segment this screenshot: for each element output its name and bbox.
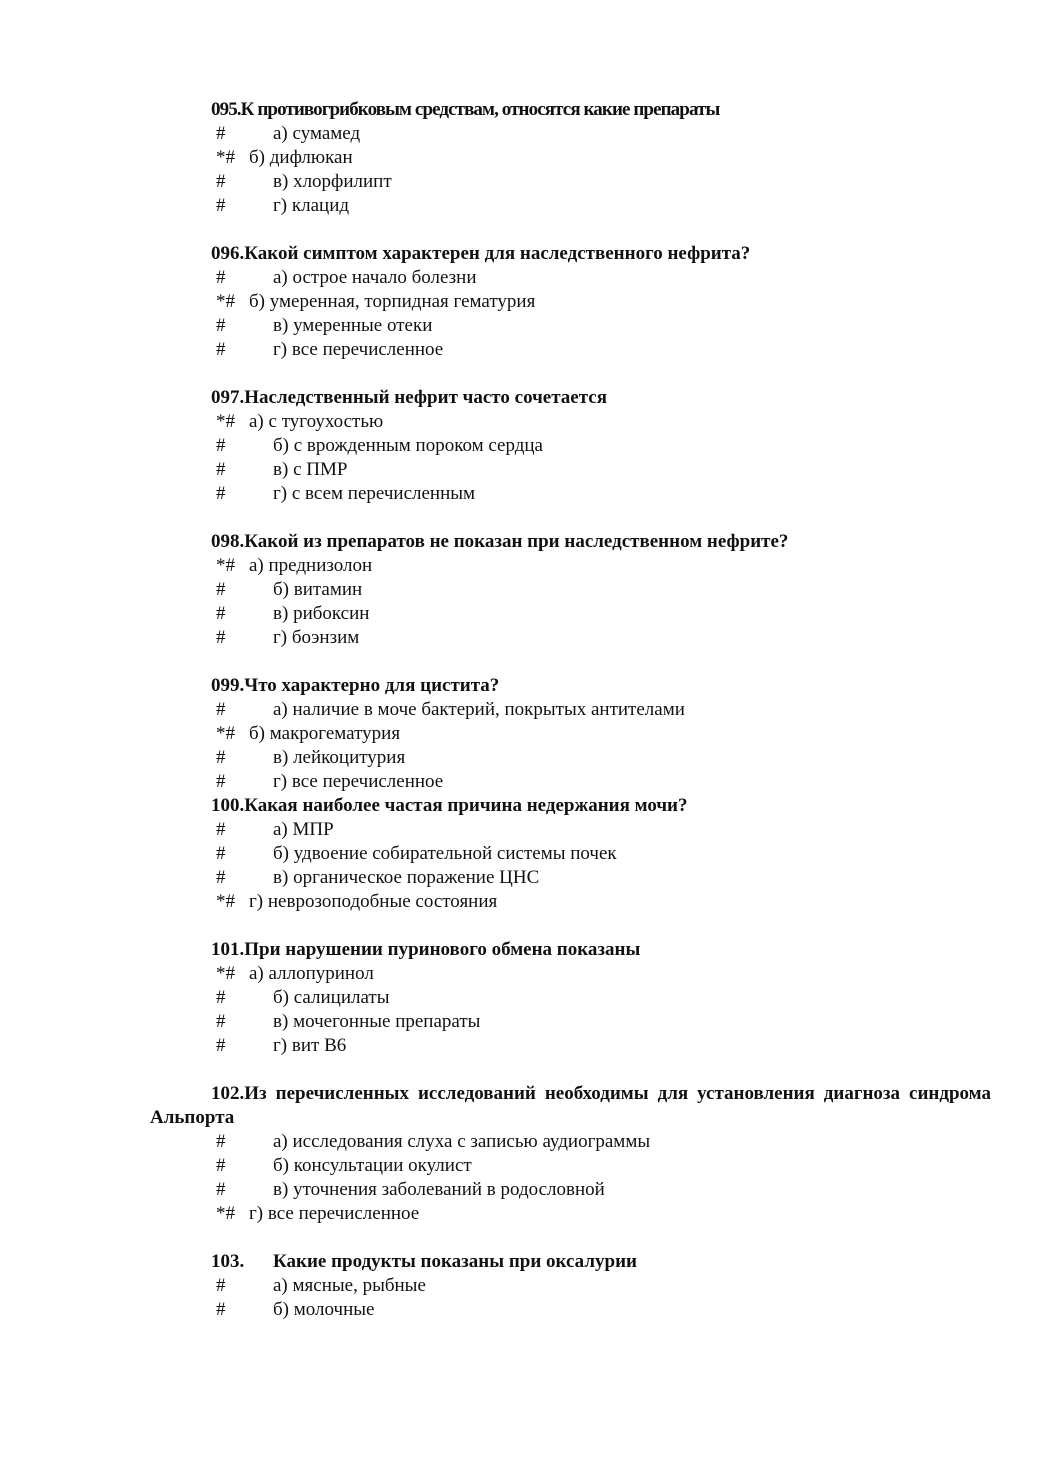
question-text: Какой симптом характерен для наследственного нефрита? — [244, 243, 751, 264]
answer-marker: # — [216, 435, 226, 456]
answer-list — [0, 266, 1039, 362]
answer-text: хлорфилипт — [293, 171, 392, 192]
answer-option — [0, 1178, 1039, 1202]
answer-option-correct — [0, 1202, 1039, 1226]
answer-marker: # — [216, 699, 226, 720]
answer-letter: а) — [273, 267, 288, 288]
answer-label — [273, 698, 685, 722]
question-103 — [0, 1250, 1039, 1322]
question-text: Наследственный нефрит часто сочетается — [244, 387, 608, 408]
answer-label — [273, 986, 390, 1010]
answer-letter: б) — [273, 843, 289, 864]
question-102 — [0, 1082, 1039, 1226]
answer-option — [0, 746, 1039, 770]
answer-option — [0, 1154, 1039, 1178]
answer-letter: г) — [273, 1035, 288, 1056]
question-098 — [0, 530, 1039, 650]
answer-label — [273, 1010, 480, 1034]
answer-list — [0, 1130, 1039, 1226]
answer-option — [0, 578, 1039, 602]
answer-text: удвоение собирательной системы почек — [293, 843, 617, 864]
question-title — [0, 938, 1039, 962]
answer-option — [0, 1274, 1039, 1298]
answer-letter: б) — [249, 723, 265, 744]
answer-letter: в) — [273, 1179, 289, 1200]
spacer — [0, 1226, 1039, 1250]
answer-letter: а) — [273, 123, 288, 144]
answer-marker: # — [216, 579, 226, 600]
answer-option — [0, 1298, 1039, 1322]
answer-text: консультации окулист — [293, 1155, 472, 1176]
answer-marker: # — [216, 819, 226, 840]
answer-text: боэнзим — [291, 627, 360, 648]
answer-marker: *# — [216, 411, 235, 432]
answer-option-correct — [0, 722, 1039, 746]
answer-letter: а) — [273, 1275, 288, 1296]
answer-label — [273, 338, 443, 362]
answer-option-correct — [0, 962, 1039, 986]
question-number: 101. — [211, 939, 245, 960]
answer-text: лейкоцитурия — [293, 747, 406, 768]
answer-label — [273, 1298, 374, 1322]
answer-text: молочные — [293, 1299, 375, 1320]
answer-option — [0, 818, 1039, 842]
question-title — [0, 242, 1039, 266]
answer-label — [273, 1274, 426, 1298]
spacer — [0, 650, 1039, 674]
answer-text: все перечисленное — [291, 339, 444, 360]
answer-text: с всем перечисленным — [291, 483, 476, 504]
answer-label — [273, 1178, 605, 1202]
answer-marker: *# — [216, 723, 235, 744]
answer-text: макрогематурия — [269, 723, 401, 744]
answer-list — [0, 554, 1039, 650]
answer-option — [0, 866, 1039, 890]
question-number: 100. — [211, 795, 245, 816]
answer-list — [0, 962, 1039, 1058]
spacer — [0, 914, 1039, 938]
answer-label — [273, 602, 369, 626]
answer-letter: г) — [249, 891, 264, 912]
answer-text: преднизолон — [268, 555, 373, 576]
answer-option-correct — [0, 410, 1039, 434]
answer-letter: б) — [249, 291, 265, 312]
answer-label — [249, 290, 535, 314]
answer-text: все перечисленное — [291, 771, 444, 792]
spacer — [0, 506, 1039, 530]
answer-marker: *# — [216, 963, 235, 984]
question-095 — [0, 98, 1039, 218]
answer-text: МПР — [292, 819, 334, 840]
answer-marker: # — [216, 1299, 226, 1320]
answer-marker: # — [216, 1155, 226, 1176]
answer-marker: *# — [216, 1203, 235, 1224]
answer-text: с врожденным пороком сердца — [293, 435, 543, 456]
answer-letter: в) — [273, 459, 289, 480]
question-text: При нарушении пуринового обмена показаны — [244, 939, 641, 960]
answer-option — [0, 194, 1039, 218]
question-number: 098. — [211, 531, 245, 552]
answer-letter: а) — [249, 555, 264, 576]
answer-letter: а) — [249, 411, 264, 432]
answer-list — [0, 122, 1039, 218]
answer-marker: *# — [216, 891, 235, 912]
spacer — [0, 1058, 1039, 1082]
answer-marker: # — [216, 1035, 226, 1056]
answer-label — [273, 314, 432, 338]
answer-letter: а) — [273, 699, 288, 720]
question-text: Из перечисленных исследований необходимы для установления диагноза синдрома Альпорта — [150, 1083, 991, 1128]
answer-option — [0, 266, 1039, 290]
answer-marker: # — [216, 123, 226, 144]
answer-option-correct — [0, 890, 1039, 914]
question-title — [0, 98, 1039, 122]
answer-text: умеренные отеки — [293, 315, 433, 336]
answer-letter: г) — [273, 339, 288, 360]
answer-label — [273, 1034, 346, 1058]
question-text: К противогрибковым средствам, относятся какие препараты — [240, 99, 720, 120]
answer-text: все перечисленное — [267, 1203, 420, 1224]
answer-option — [0, 698, 1039, 722]
answer-text: умеренная, торпидная гематурия — [269, 291, 536, 312]
answer-marker: # — [216, 1275, 226, 1296]
answer-option — [0, 986, 1039, 1010]
answer-label — [273, 266, 477, 290]
answer-list — [0, 1274, 1039, 1322]
answer-label — [249, 146, 353, 170]
answer-text: рибоксин — [293, 603, 370, 624]
answer-marker: # — [216, 867, 226, 888]
answer-text: уточнения заболеваний в родословной — [293, 1179, 605, 1200]
spacer — [0, 362, 1039, 386]
question-number: 095. — [211, 99, 241, 120]
answer-list — [0, 818, 1039, 914]
answer-letter: г) — [249, 1203, 264, 1224]
answer-list — [0, 410, 1039, 506]
answer-letter: б) — [273, 579, 289, 600]
answer-letter: в) — [273, 171, 289, 192]
question-097 — [0, 386, 1039, 506]
question-title — [0, 1082, 1039, 1130]
answer-option-correct — [0, 146, 1039, 170]
answer-label — [273, 842, 617, 866]
answer-text: органическое поражение ЦНС — [293, 867, 540, 888]
answer-letter: г) — [273, 627, 288, 648]
answer-text: дифлюкан — [269, 147, 353, 168]
question-100 — [0, 794, 1039, 914]
answer-marker: # — [216, 987, 226, 1008]
answer-marker: # — [216, 603, 226, 624]
answer-marker: # — [216, 1011, 226, 1032]
answer-text: с ПМР — [293, 459, 348, 480]
question-title — [0, 794, 1039, 818]
answer-option-correct — [0, 290, 1039, 314]
question-101 — [0, 938, 1039, 1058]
answer-text: мясные, рыбные — [292, 1275, 426, 1296]
answer-label — [249, 410, 383, 434]
answer-marker: # — [216, 771, 226, 792]
answer-label — [249, 962, 374, 986]
question-text: Какой из препаратов не показан при наследственном нефрите? — [244, 531, 789, 552]
answer-option — [0, 602, 1039, 626]
answer-label — [273, 458, 347, 482]
answer-option — [0, 1034, 1039, 1058]
question-number: 096. — [211, 243, 245, 264]
answer-letter: г) — [273, 771, 288, 792]
question-title — [0, 1250, 1039, 1274]
answer-label — [273, 170, 392, 194]
question-title — [0, 386, 1039, 410]
answer-label — [273, 866, 539, 890]
answer-letter: б) — [273, 1299, 289, 1320]
answer-label — [273, 482, 475, 506]
question-099 — [0, 674, 1039, 794]
answer-label — [273, 818, 334, 842]
answer-letter: б) — [273, 435, 289, 456]
answer-label — [249, 722, 400, 746]
answer-option — [0, 458, 1039, 482]
answer-marker: # — [216, 747, 226, 768]
answer-letter: в) — [273, 867, 289, 888]
answer-letter: б) — [273, 1155, 289, 1176]
answer-option — [0, 482, 1039, 506]
answer-letter: г) — [273, 483, 288, 504]
answer-label — [273, 746, 405, 770]
answer-marker: # — [216, 459, 226, 480]
answer-letter: б) — [273, 987, 289, 1008]
answer-text: аллопуринол — [268, 963, 374, 984]
answer-letter: а) — [273, 1131, 288, 1152]
answer-marker: # — [216, 171, 226, 192]
answer-marker: # — [216, 195, 226, 216]
answer-label — [273, 770, 443, 794]
question-text: Какие продукты показаны при оксалурии — [273, 1251, 637, 1272]
answer-label — [273, 434, 543, 458]
answer-label — [273, 1154, 472, 1178]
answer-marker: # — [216, 339, 226, 360]
question-title — [0, 530, 1039, 554]
document-page — [0, 98, 1039, 1322]
answer-option — [0, 626, 1039, 650]
answer-label — [273, 1130, 650, 1154]
answer-option — [0, 1010, 1039, 1034]
answer-text: острое начало болезни — [292, 267, 477, 288]
answer-option — [0, 314, 1039, 338]
question-096 — [0, 242, 1039, 362]
answer-label — [249, 890, 497, 914]
answer-text: исследования слуха с записью аудиограммы — [292, 1131, 651, 1152]
answer-marker: # — [216, 843, 226, 864]
answer-label — [249, 1202, 419, 1226]
answer-option — [0, 170, 1039, 194]
answer-text: с тугоухостью — [268, 411, 384, 432]
answer-text: клацид — [291, 195, 350, 216]
answer-text: сумамед — [292, 123, 361, 144]
answer-option — [0, 338, 1039, 362]
question-number: 097. — [211, 387, 245, 408]
answer-text: неврозоподобные состояния — [267, 891, 498, 912]
answer-letter: в) — [273, 747, 289, 768]
answer-option — [0, 842, 1039, 866]
answer-letter: г) — [273, 195, 288, 216]
answer-letter: а) — [273, 819, 288, 840]
answer-option — [0, 434, 1039, 458]
question-number: 099. — [211, 675, 245, 696]
question-text: Что характерно для цистита? — [244, 675, 500, 696]
answer-marker: # — [216, 1179, 226, 1200]
answer-marker: *# — [216, 555, 235, 576]
answer-marker: *# — [216, 291, 235, 312]
answer-text: мочегонные препараты — [293, 1011, 481, 1032]
answer-marker: # — [216, 627, 226, 648]
answer-marker: # — [216, 267, 226, 288]
question-title — [0, 674, 1039, 698]
answer-option-correct — [0, 554, 1039, 578]
answer-option — [0, 1130, 1039, 1154]
answer-text: наличие в моче бактерий, покрытых антителами — [292, 699, 685, 720]
question-number: 103. — [211, 1251, 245, 1272]
answer-label — [273, 626, 359, 650]
answer-letter: в) — [273, 603, 289, 624]
answer-marker: # — [216, 483, 226, 504]
answer-marker: *# — [216, 147, 235, 168]
question-text: Какая наиболее частая причина недержания мочи? — [244, 795, 688, 816]
answer-letter: в) — [273, 315, 289, 336]
answer-option — [0, 122, 1039, 146]
answer-letter: б) — [249, 147, 265, 168]
answer-label — [249, 554, 372, 578]
answer-text: салицилаты — [293, 987, 390, 1008]
answer-label — [273, 122, 360, 146]
answer-letter: а) — [249, 963, 264, 984]
answer-marker: # — [216, 1131, 226, 1152]
answer-option — [0, 770, 1039, 794]
answer-letter: в) — [273, 1011, 289, 1032]
answer-list — [0, 698, 1039, 794]
answer-text: вит В6 — [291, 1035, 347, 1056]
answer-label — [273, 194, 349, 218]
question-number: 102. — [211, 1083, 245, 1104]
answer-text: витамин — [293, 579, 363, 600]
spacer — [0, 218, 1039, 242]
answer-marker: # — [216, 315, 226, 336]
answer-label — [273, 578, 362, 602]
